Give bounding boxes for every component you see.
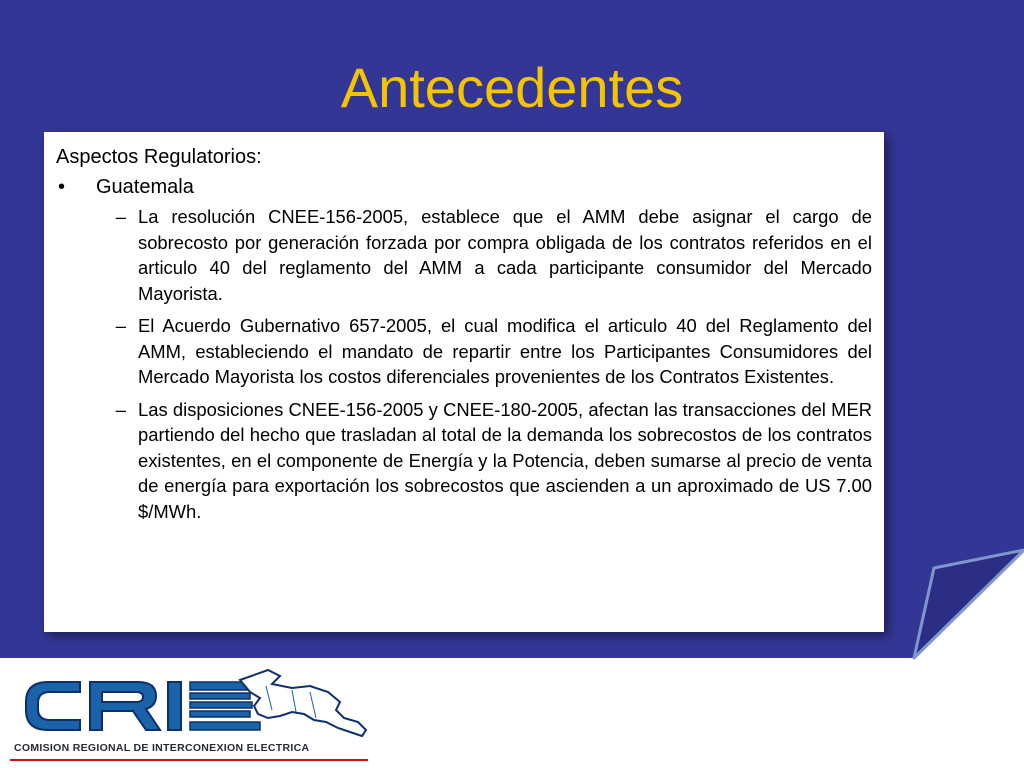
- sub-item-text: Las disposiciones CNEE-156-2005 y CNEE-180-2005, afectan las transacciones del MER partiendo del hecho que trasladan al total de la demanda los sobrecostos de los contratos existentes, en el componente de Energía y la Potencia, deben sumarse al precio de venta de energía para exportación los sobrecostos que ascienden a un aproximado de US 7.00 $/MWh.: [138, 398, 872, 522]
- sub-item-text: El Acuerdo Gubernativo 657-2005, el cual modifica el articulo 40 del Reglamento del AMM, estableciendo el mandato de repartir entre los Participantes Consumidores del Mercado Mayorista los costos diferenciales provenientes de los Contratos Existentes.: [138, 315, 872, 387]
- bullet-marker: •: [58, 176, 66, 198]
- content-box: [44, 132, 884, 632]
- dash-marker: –: [115, 206, 126, 227]
- sub-item: [56, 204, 872, 306]
- dash-marker: –: [115, 315, 126, 336]
- bullet-label: Guatemala: [96, 176, 194, 198]
- dash-marker: –: [115, 398, 126, 420]
- footer-divider: [10, 759, 368, 761]
- bullet-item: [56, 174, 872, 200]
- sub-item-text: La resolución CNEE-156-2005, establece que el AMM debe asignar el cargo de sobrecosto por generación forzada por compra obligada de los contratos referidos en el articulo 40 del reglamento del AMM a cada participante consumidor del Mercado Mayorista.: [138, 206, 872, 304]
- organization-name: COMISION REGIONAL DE INTERCONEXION ELECTRICA: [14, 742, 310, 754]
- sub-item: [56, 313, 872, 390]
- slide-title: Antecedentes: [340, 56, 684, 119]
- sub-item: [56, 397, 872, 525]
- section-heading: Aspectos Regulatorios:: [56, 146, 262, 168]
